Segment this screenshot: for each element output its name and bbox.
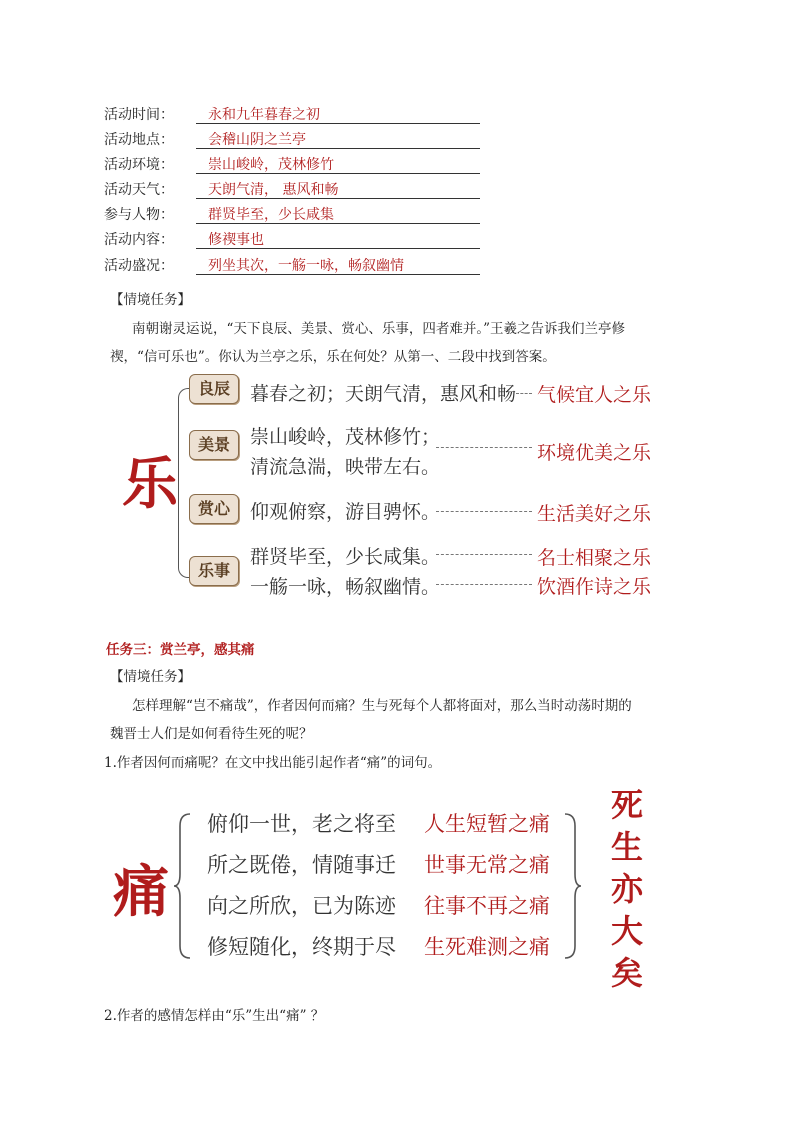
dashed-connector [436, 554, 532, 555]
dashed-connector [516, 393, 532, 394]
dashed-connector [436, 584, 532, 585]
paragraph-line: 魏晋士人们是如何看待生死的呢？ [110, 726, 313, 742]
joy-line: 崇山峻岭，茂林修竹； [250, 426, 441, 448]
paragraph-line: 南朝谢灵运说，“天下良辰、美景、赏心、乐事，四者难并。”王羲之告诉我们兰亭修 [132, 321, 626, 337]
field-value-weather: 天朗气清， 惠风和畅 [208, 182, 339, 198]
vertical-char: 大 [611, 912, 644, 950]
joy-line: 暮春之初；天朗气清，惠风和畅 [250, 383, 517, 405]
field-underline [196, 223, 480, 224]
question-2: 2.作者的感情怎样由“乐”生出“痛” ？ [104, 1008, 325, 1024]
tag-meijing: 美景 [189, 430, 239, 460]
field-value-grandeur: 列坐其次，一觞一咏，畅叙幽情 [208, 258, 404, 274]
pain-big-char: 痛 [113, 859, 169, 925]
field-label-content: 活动内容： [104, 232, 174, 248]
tag-liangchen: 良辰 [189, 374, 239, 404]
field-value-environment: 崇山峻岭，茂林修竹 [208, 157, 334, 173]
field-label-weather: 活动天气： [104, 182, 174, 198]
pain-result: 生死难测之痛 [424, 935, 550, 959]
joy-line: 一觞一咏，畅叙幽情。 [250, 576, 441, 598]
joy-result: 饮酒作诗之乐 [537, 576, 652, 598]
pain-cause: 修短随化，终期于尽 [207, 935, 396, 959]
field-underline [196, 123, 480, 124]
field-label-people: 参与人物： [104, 207, 174, 223]
paragraph-line: 禊，“信可乐也”。你认为兰亭之乐，乐在何处？从第一、二段中找到答案。 [110, 349, 556, 365]
pain-result: 世事无常之痛 [424, 853, 550, 877]
field-underline [196, 274, 480, 275]
field-value-people: 群贤毕至，少长咸集 [208, 207, 334, 223]
field-label-time: 活动时间： [104, 107, 174, 123]
paragraph-line: 怎样理解“岂不痛哉”，作者因何而痛？生与死每个人都将面对，那么当时动荡时期的 [132, 698, 632, 714]
right-brace-icon [563, 812, 581, 960]
dashed-connector [436, 511, 532, 512]
pain-cause: 向之所欣，已为陈迹 [207, 894, 396, 918]
pain-cause: 所之既倦，情随事迁 [207, 853, 396, 877]
joy-result: 环境优美之乐 [537, 442, 652, 464]
tag-shangxin: 赏心 [189, 494, 239, 524]
joy-bracket [178, 388, 189, 578]
field-underline [196, 173, 480, 174]
joy-line: 清流急湍，映带左右。 [250, 456, 441, 478]
joy-big-char: 乐 [122, 451, 178, 517]
situation-task-label: 【情境任务】 [110, 669, 191, 685]
pain-cause: 俯仰一世，老之将至 [207, 812, 396, 836]
dashed-connector [436, 447, 532, 448]
left-brace-icon [174, 812, 192, 960]
joy-line: 仰观俯察，游目骋怀。 [250, 501, 441, 523]
joy-line: 群贤毕至，少长咸集。 [250, 546, 441, 568]
joy-result: 气候宜人之乐 [537, 384, 652, 406]
vertical-char: 死 [611, 786, 644, 824]
field-value-place: 会稽山阴之兰亭 [208, 132, 306, 148]
situation-task-label: 【情境任务】 [110, 292, 191, 308]
field-label-environment: 活动环境： [104, 157, 174, 173]
field-value-content: 修禊事也 [208, 232, 264, 248]
vertical-char: 亦 [611, 870, 644, 908]
field-label-grandeur: 活动盛况： [104, 258, 174, 274]
tag-leshi: 乐事 [189, 556, 239, 586]
pain-result: 人生短暂之痛 [424, 812, 550, 836]
field-value-time: 永和九年暮春之初 [208, 107, 320, 123]
task3-heading: 任务三：赏兰亭，感其痛 [106, 642, 255, 658]
field-underline [196, 198, 480, 199]
joy-result: 生活美好之乐 [537, 503, 652, 525]
field-underline [196, 248, 480, 249]
vertical-char: 生 [611, 828, 644, 866]
question-1: 1.作者因何而痛呢？在文中找出能引起作者“痛”的词句。 [104, 755, 442, 771]
pain-result: 往事不再之痛 [424, 894, 550, 918]
joy-result: 名士相聚之乐 [537, 547, 652, 569]
vertical-char: 矣 [611, 954, 644, 992]
field-underline [196, 148, 480, 149]
field-label-place: 活动地点： [104, 132, 174, 148]
